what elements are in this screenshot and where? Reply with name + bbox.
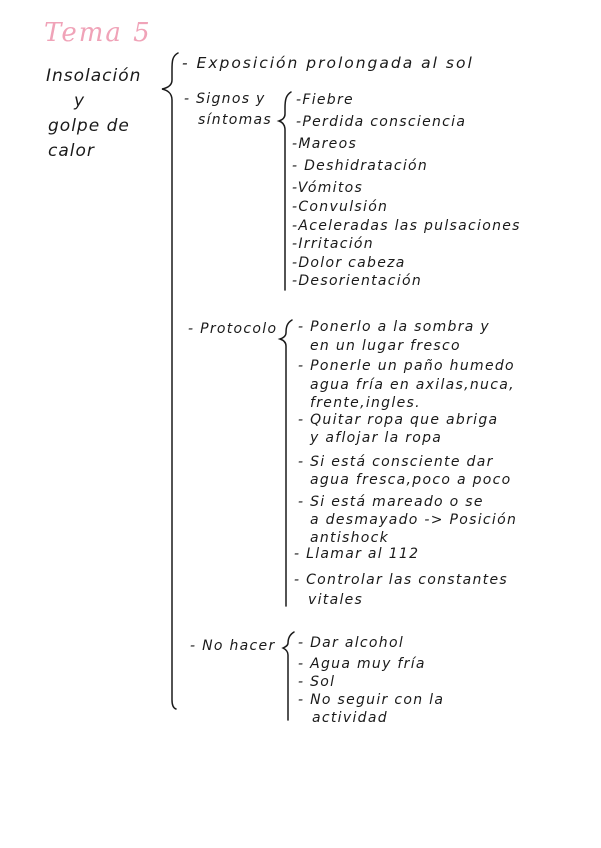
protocolo-line: - Quitar ropa que abriga xyxy=(298,412,499,428)
protocolo-label: - Protocolo xyxy=(188,321,278,337)
no-hacer-line: actividad xyxy=(312,710,388,726)
no-hacer-line: - Dar alcohol xyxy=(298,635,405,651)
no-hacer-line: - No seguir con la xyxy=(298,692,445,708)
protocolo-line: y aflojar la ropa xyxy=(310,430,443,446)
protocolo-line: - Si está mareado o se xyxy=(298,494,484,510)
signos-item: -Mareos xyxy=(292,136,358,152)
topic-line-1: Insolación xyxy=(46,66,142,86)
signos-item: -Convulsión xyxy=(292,199,389,215)
signos-brace xyxy=(279,92,291,290)
topic-line-4: calor xyxy=(48,141,95,161)
no-hacer-brace xyxy=(283,632,294,720)
signos-item: -Desorientación xyxy=(292,273,423,289)
protocolo-brace xyxy=(280,320,292,606)
no-hacer-label: - No hacer xyxy=(190,638,276,654)
page-title: Tema 5 xyxy=(44,18,152,48)
no-hacer-line: - Agua muy fría xyxy=(298,656,426,672)
no-hacer-line: - Sol xyxy=(298,674,336,690)
signos-label-line-1: - Signos y xyxy=(184,91,266,107)
protocolo-line: agua fresca,poco a poco xyxy=(310,472,512,488)
exposicion-item: - Exposición prolongada al sol xyxy=(182,54,474,72)
protocolo-line: - Ponerle un paño humedo xyxy=(298,358,515,374)
protocolo-line: - Llamar al 112 xyxy=(294,546,420,562)
protocolo-line: a desmayado -> Posición xyxy=(310,512,518,528)
protocolo-line: - Ponerlo a la sombra y xyxy=(298,319,490,335)
protocolo-line: antishock xyxy=(310,530,390,546)
signos-item: -Fiebre xyxy=(296,92,354,108)
protocolo-line: - Controlar las constantes xyxy=(294,572,508,588)
protocolo-line: en un lugar fresco xyxy=(310,338,461,354)
protocolo-line: vitales xyxy=(308,592,364,608)
protocolo-line: frente,ingles. xyxy=(310,395,421,411)
signos-item: - Deshidratación xyxy=(292,158,429,174)
topic-line-3: golpe de xyxy=(48,116,130,136)
protocolo-line: - Si está consciente dar xyxy=(298,454,494,470)
signos-label-line-2: síntomas xyxy=(198,112,273,128)
topic-line-2: y xyxy=(74,91,86,111)
protocolo-line: agua fría en axilas,nuca, xyxy=(310,377,515,393)
signos-item: -Perdida consciencia xyxy=(296,114,467,130)
signos-item: -Dolor cabeza xyxy=(292,255,406,271)
signos-item: -Aceleradas las pulsaciones xyxy=(292,218,521,234)
signos-item: -Vómitos xyxy=(292,180,364,196)
signos-item: -Irritación xyxy=(292,236,374,252)
topic-heading xyxy=(46,64,166,164)
